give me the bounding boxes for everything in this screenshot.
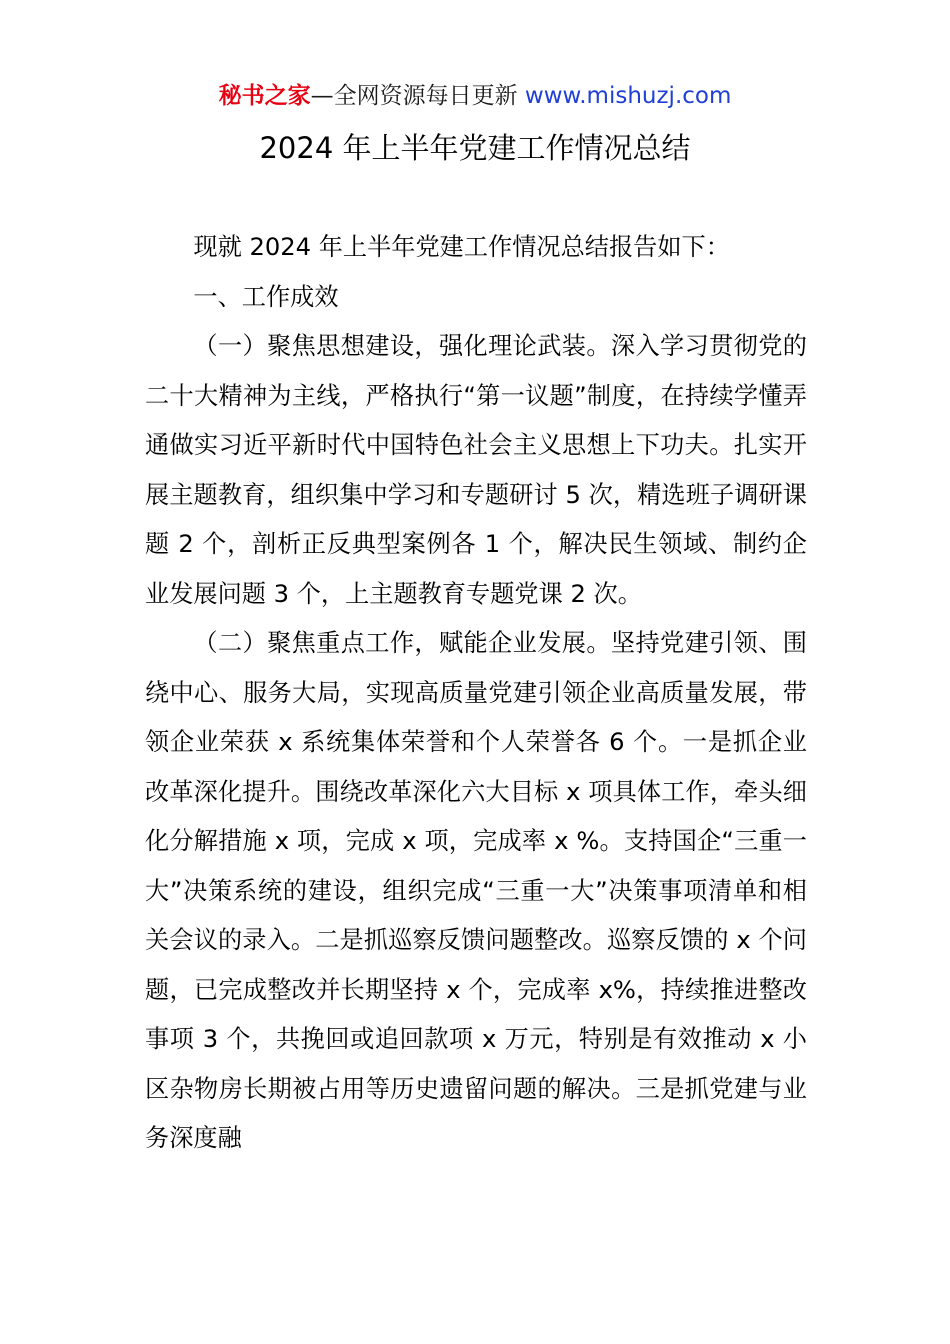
- header-tagline: —全网资源每日更新: [310, 83, 518, 109]
- body-paragraph: （二）聚焦重点工作，赋能企业发展。坚持党建引领、围绕中心、服务大局，实现高质量党建引领企业高质量发展，带领企业荣获 x 系统集体荣誉和个人荣誉各 6 个。一是抓企业改革深化提升。围绕改革深化六大目标 x 项具体工作，牵头细化分解措施 x 项，完成 x 项，完成率 x %。支持国企“三重一大”决策系统的建设，组织完成“三重一大”决策事项清单和相关会议的录入。二是抓巡察反馈问题整改。巡察反馈的 x 个问题，已完成整改并长期坚持 x 个，完成率 x%，持续推进整改事项 3 个，共挽回或追回款项 x 万元，特别是有效推动 x 小区杂物房长期被占用等历史遗留问题的解决。三是抓党建与业务深度融: [145, 629, 807, 1152]
- document-body: [145, 223, 807, 1164]
- document-title: 2024 年上半年党建工作情况总结: [259, 131, 691, 165]
- site-header: [0, 80, 950, 112]
- body-paragraph: （一）聚焦思想建设，强化理论武装。深入学习贯彻党的二十大精神为主线，严格执行“第一议题”制度，在持续学懂弄通做实习近平新时代中国特色社会主义思想上下功夫。扎实开展主题教育，组织集中学习和专题研讨 5 次，精选班子调研课题 2 个，剖析正反典型案例各 1 个，解决民生领域、制约企业发展问题 3 个，上主题教育专题党课 2 次。: [145, 332, 807, 608]
- brand-name: 秘书之家: [218, 83, 311, 109]
- site-url-link[interactable]: www.mishuzj.com: [524, 83, 732, 109]
- intro-paragraph: 现就 2024 年上半年党建工作情况总结报告如下：: [193, 233, 730, 261]
- section-heading: 一、工作成效: [193, 282, 339, 311]
